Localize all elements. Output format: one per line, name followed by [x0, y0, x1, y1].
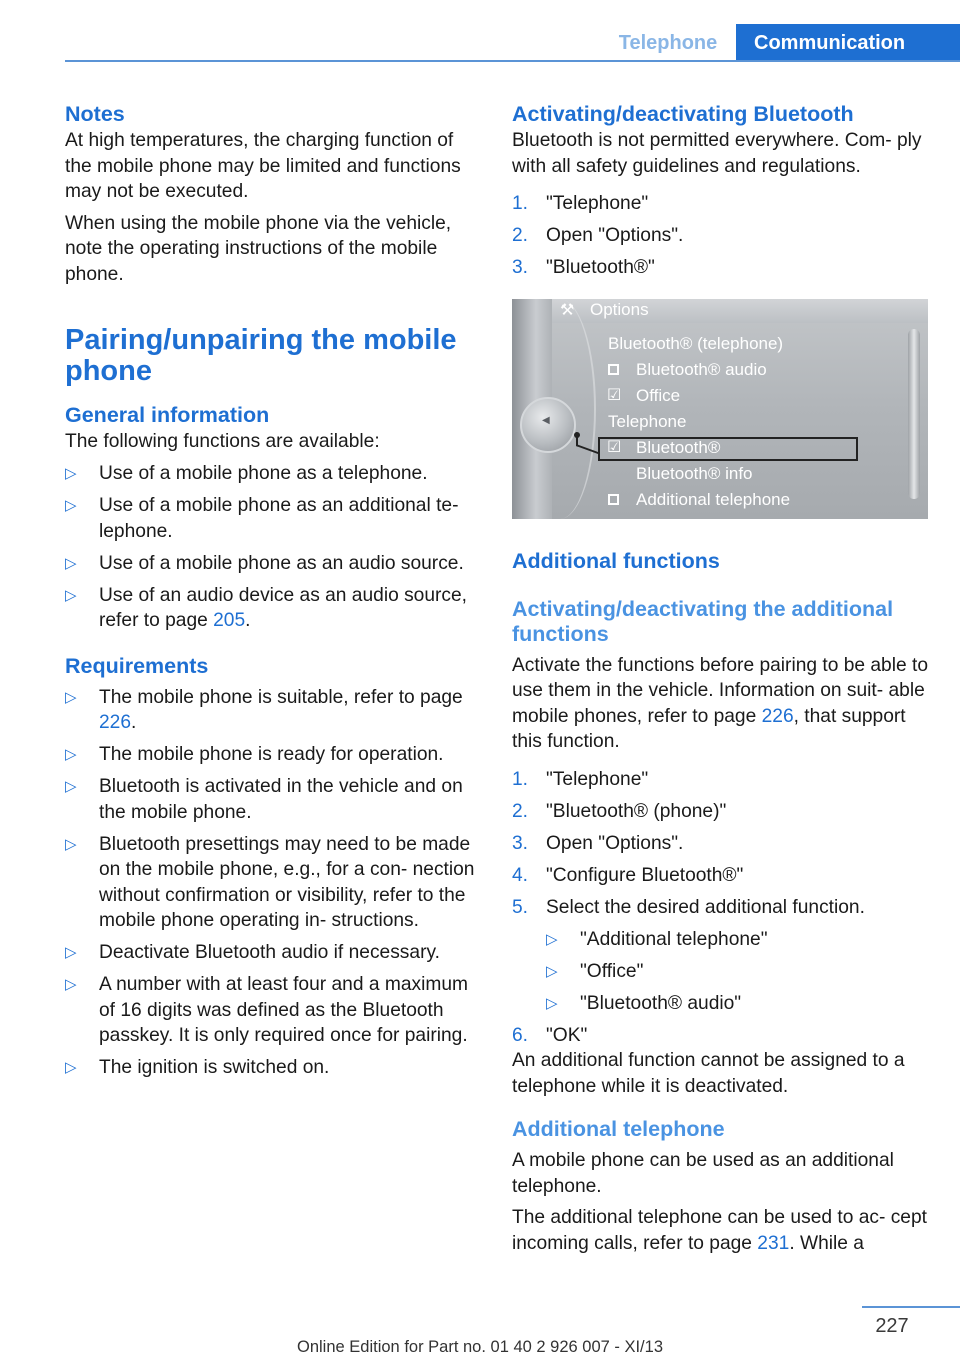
triangle-right-icon: ▷ [546, 930, 558, 948]
general-info-intro: The following functions are available: [65, 431, 380, 452]
triangle-right-icon: ▷ [65, 835, 77, 853]
activating-paragraph: Activate the functions before pairing to be able to use them in the vehicle. Information on suit‐ able mobile phones, refer to page 226, that support this function. [512, 654, 928, 752]
requirements-heading: Requirements [65, 653, 209, 678]
wrench-icon: ⚒ [560, 301, 575, 319]
list-item: ▷ Use of a mobile phone as a telephone. [65, 461, 480, 487]
list-item: 3. Open "Options". [512, 832, 684, 854]
edition-footer: Online Edition for Part no. 01 40 2 926 007 - XI/13 [297, 1338, 663, 1356]
activating-heading: Activating/deactivating the additional functions [512, 596, 894, 646]
list-item: 2. Open "Options". [512, 225, 684, 246]
list-item: ▷ Use of an audio device as an audio source, refer to page 205. [65, 584, 468, 631]
triangle-right-icon: ▷ [65, 465, 77, 482]
notes-heading: Notes [65, 102, 125, 126]
list-item: ▷ Bluetooth presettings may need to be made on the mobile phone, e.g., for a con‐ nection without confirmation or visibility, refer to the mobile phone operating in‐ structions. [65, 833, 475, 931]
additional-telephone-heading: Additional telephone [512, 1117, 725, 1141]
triangle-right-icon: ▷ [65, 586, 77, 604]
checkbox-checked-icon: ☑ [607, 386, 622, 404]
section-heading-pairing: Pairing/unpairing the mobile phone [65, 324, 457, 387]
sub-list [546, 927, 930, 1017]
screen-title: Options [590, 299, 649, 319]
additional-telephone-paragraph-1: A mobile phone can be used as an additional telephone. [512, 1150, 894, 1197]
requirements-list [65, 685, 480, 1081]
list-item: ▷ "Additional telephone" [546, 927, 930, 953]
list-item: ▷ Deactivate Bluetooth audio if necessary. [65, 940, 480, 966]
list-item: 6. "OK" [512, 1024, 588, 1046]
list-item: 3. "Bluetooth®" [512, 257, 655, 278]
general-info-heading: General information [65, 403, 270, 427]
page-number: 227 [875, 1315, 909, 1337]
list-item: ▷ A number with at least four and a maximum of 16 digits was defined as the Bluetooth passkey. It is only required once for pairing. [65, 974, 468, 1046]
bluetooth-heading: Activating/deactivating Bluetooth [512, 102, 854, 126]
list-item: 1. "Telephone" [512, 768, 649, 790]
list-item: ▷ The mobile phone is ready for operation. [65, 742, 480, 768]
list-item: 5. Select the desired additional function. ▷ "Additional telephone" ▷ "Office" ▷ "Bluetooth® audio" [512, 895, 930, 1017]
triangle-right-icon: ▷ [65, 976, 77, 993]
triangle-right-icon: ▷ [65, 944, 77, 961]
list-item: ▷ Use of a mobile phone as an additional te‐ lephone. [65, 495, 459, 542]
header-chapter-tab: Communication [736, 24, 960, 62]
bluetooth-intro: Bluetooth is not permitted everywhere. Com‐ ply with all safety guidelines and regulations. [512, 130, 922, 177]
notes-paragraph-2: When using the mobile phone via the vehicle, note the operating instructions of the mobile phone. [65, 212, 452, 285]
list-item: ▷ "Office" [546, 959, 930, 985]
functions-list [65, 461, 480, 634]
activating-note: An additional function cannot be assigned to a telephone while it is deactivated. [512, 1050, 905, 1097]
header-section: Telephone [618, 32, 718, 54]
list-item: ▷ Bluetooth is activated in the vehicle and on the mobile phone. [65, 776, 463, 823]
additional-telephone-paragraph-2: The additional telephone can be used to ac‐ cept incoming calls, refer to page 231. While a [512, 1207, 927, 1254]
screen-menu-header: Bluetooth® (telephone) [608, 333, 784, 353]
footer-rule [862, 1306, 960, 1308]
scroll-indicator [908, 329, 920, 499]
triangle-right-icon: ▷ [65, 1059, 77, 1076]
triangle-right-icon: ▷ [65, 688, 77, 706]
page-ref-link[interactable]: 231 [757, 1232, 790, 1254]
checkbox-empty-icon [608, 494, 619, 505]
activating-steps [512, 767, 930, 1049]
screen-menu-item[interactable]: Bluetooth® info [636, 463, 753, 483]
selection-highlight [598, 437, 858, 461]
notes-paragraph-1: At high temperatures, the charging function of the mobile phone may be limited and functions may not be executed. [65, 130, 461, 202]
list-item: ▷ The mobile phone is suitable, refer to page 226. [65, 686, 463, 733]
page-ref-link[interactable]: 226 [99, 712, 132, 733]
list-item: ▷ "Bluetooth® audio" [546, 991, 930, 1017]
list-item: ▷ Use of a mobile phone as an audio source. [65, 551, 480, 577]
screen-menu-item[interactable]: Bluetooth® audio [636, 359, 767, 379]
screen-menu-item[interactable]: Office [636, 385, 681, 405]
triangle-right-icon: ▷ [65, 554, 77, 572]
page-ref-link[interactable]: 205 [213, 610, 246, 631]
screen-menu-header: Telephone [608, 411, 687, 431]
additional-functions-heading: Additional functions [512, 548, 720, 573]
list-item: 1. "Telephone" [512, 193, 649, 214]
checkbox-empty-icon [608, 364, 619, 375]
triangle-right-icon: ▷ [65, 746, 77, 763]
screen-menu-item-selected[interactable]: Bluetooth® [636, 437, 721, 457]
page-ref-link[interactable]: 226 [761, 705, 794, 727]
right-column [512, 100, 930, 1262]
header-rule [65, 60, 960, 62]
triangle-right-icon: ▷ [65, 497, 77, 514]
checkbox-checked-icon: ☑ [607, 438, 622, 456]
list-item: 2. "Bluetooth® (phone)" [512, 800, 727, 822]
triangle-right-icon: ▷ [65, 778, 77, 795]
triangle-right-icon: ▷ [546, 994, 558, 1012]
screen-menu-item[interactable]: Additional telephone [636, 489, 791, 509]
list-item: 4. "Configure Bluetooth®" [512, 864, 744, 886]
arrow-left-icon: ◀ [542, 414, 550, 426]
bluetooth-steps [512, 191, 930, 281]
left-column [65, 100, 480, 1087]
list-item: ▷ The ignition is switched on. [65, 1055, 480, 1081]
triangle-right-icon: ▷ [546, 962, 558, 980]
idrive-options-screen [512, 299, 928, 519]
